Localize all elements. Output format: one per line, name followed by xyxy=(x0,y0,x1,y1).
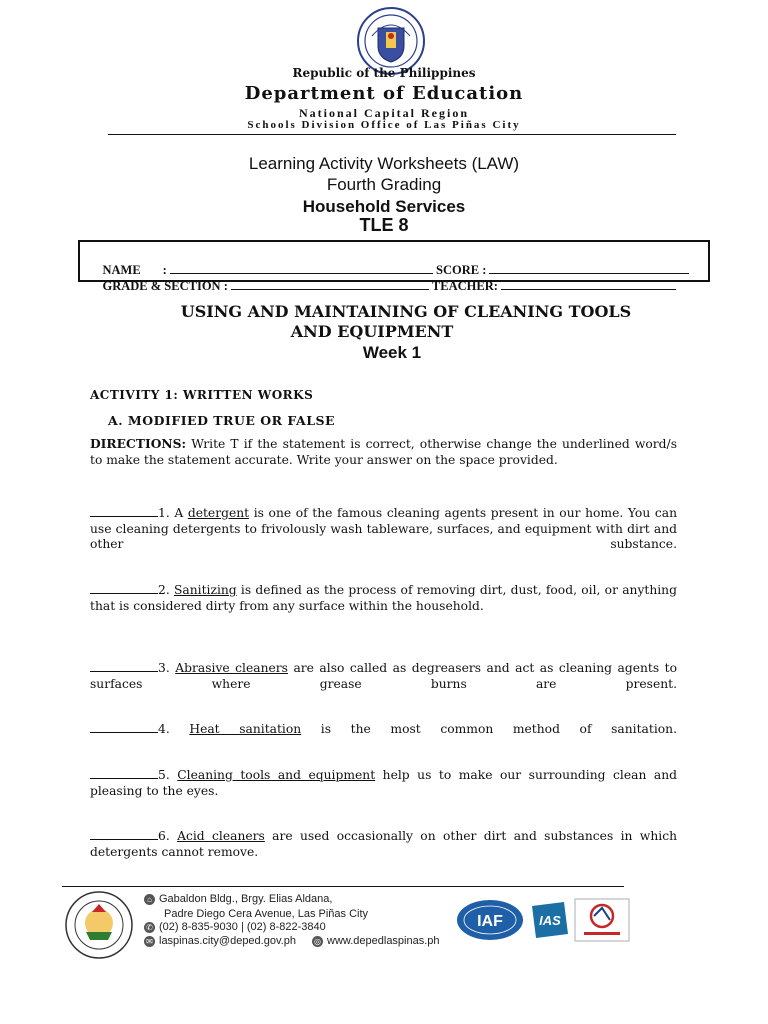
topic-title-line2: AND EQUIPMENT xyxy=(290,322,454,341)
underlined-term: Sanitizing xyxy=(173,583,237,597)
underlined-term: Acid cleaners xyxy=(177,829,265,843)
answer-blank[interactable] xyxy=(90,721,158,733)
student-info-box xyxy=(78,240,710,293)
region-label: National Capital Region xyxy=(298,106,469,120)
footer-divider xyxy=(62,886,624,887)
question-item: 1. A detergent is one of the famous cleaning agents present in our home. You can use cleaning detergents to frivolously wash tableware, surfaces, and equipment with dirt and other substance. xyxy=(90,506,677,551)
republic-label: Republic of the Philippines xyxy=(292,66,476,80)
teacher-field[interactable] xyxy=(501,279,676,290)
subject-area: Household Services xyxy=(302,197,466,216)
division-label: Schools Division Office of Las Piñas City xyxy=(247,119,521,131)
directions-paragraph xyxy=(90,436,677,468)
iaf-text: IAF xyxy=(477,913,503,930)
underlined-term: detergent xyxy=(187,506,250,520)
ias-text: IAS xyxy=(539,913,561,928)
website-line: ◎ www.depedlaspinas.ph xyxy=(314,935,440,947)
underlined-term: Heat sanitation xyxy=(189,722,302,736)
address-line-1: ⌂ Gabaldon Bldg., Brgy. Elias Aldana, xyxy=(144,893,332,905)
answer-blank[interactable] xyxy=(90,582,158,594)
topic-title-line1: USING AND MAINTAINING OF CLEANING TOOLS xyxy=(180,302,632,321)
answer-blank[interactable] xyxy=(90,505,158,517)
activity-heading: ACTIVITY 1: WRITTEN WORKS xyxy=(90,388,314,402)
question-item: 3. Abrasive cleaners are also called as degreasers and act as cleaning agents to surfaces where grease burns are present. xyxy=(90,661,677,691)
directions-text: Write T if the statement is correct, otherwise change the underlined word/s to make the statement accurate. Write your answer on the space provided. xyxy=(90,437,677,467)
answer-blank[interactable] xyxy=(90,828,158,840)
question-item: 4. Heat sanitation is the most common method of sanitation. xyxy=(90,721,677,738)
teacher-label: TEACHER: xyxy=(431,279,498,293)
department-label: Department of Education xyxy=(244,83,524,104)
globe-icon: ◎ xyxy=(312,936,323,947)
phone-line: ✆ (02) 8-835-9030 | (02) 8-822-3840 xyxy=(144,921,326,933)
ias-certification-logo xyxy=(528,898,572,942)
email-line: ✉ laspinas.city@deped.gov.ph xyxy=(144,935,296,947)
answer-blank[interactable] xyxy=(90,767,158,779)
underlined-term: Abrasive cleaners xyxy=(175,661,288,675)
iso-certification-logo xyxy=(574,898,630,942)
iaf-certification-logo xyxy=(455,898,525,942)
part-heading: A. MODIFIED TRUE OR FALSE xyxy=(108,413,336,428)
phone-icon: ✆ xyxy=(144,922,155,933)
worksheet-title: Learning Activity Worksheets (LAW) xyxy=(248,154,520,173)
underlined-term: Cleaning tools and equipment xyxy=(177,768,376,782)
question-item: 6. Acid cleaners are used occasionally on other dirt and substances in which detergents cannot remove. xyxy=(90,829,677,859)
answer-blank[interactable] xyxy=(90,660,158,672)
grading-period: Fourth Grading xyxy=(326,175,442,194)
name-label: NAME xyxy=(102,263,141,277)
info-row-name-score: NAME : SCORE : xyxy=(90,248,700,293)
location-icon: ⌂ xyxy=(144,894,155,905)
email-icon: ✉ xyxy=(144,936,155,947)
question-item: 5. Cleaning tools and equipment help us to make our surrounding clean and pleasing to the eyes. xyxy=(90,768,677,798)
week-label: Week 1 xyxy=(362,343,422,362)
subject-code: TLE 8 xyxy=(359,215,409,235)
grade-section-label: GRADE & SECTION : xyxy=(102,279,228,293)
directions-label: DIRECTIONS: xyxy=(90,436,187,451)
sdo-las-pinas-logo xyxy=(64,890,134,960)
header-divider xyxy=(108,134,676,135)
grade-section-field[interactable] xyxy=(231,279,429,290)
score-label: SCORE : xyxy=(436,263,487,277)
address-line-2: Padre Diego Cera Avenue, Las Piñas City xyxy=(164,908,369,920)
question-item: 2. Sanitizing is defined as the process of removing dirt, dust, food, oil, or anything that is considered dirty from any surface within the household. xyxy=(90,583,677,613)
